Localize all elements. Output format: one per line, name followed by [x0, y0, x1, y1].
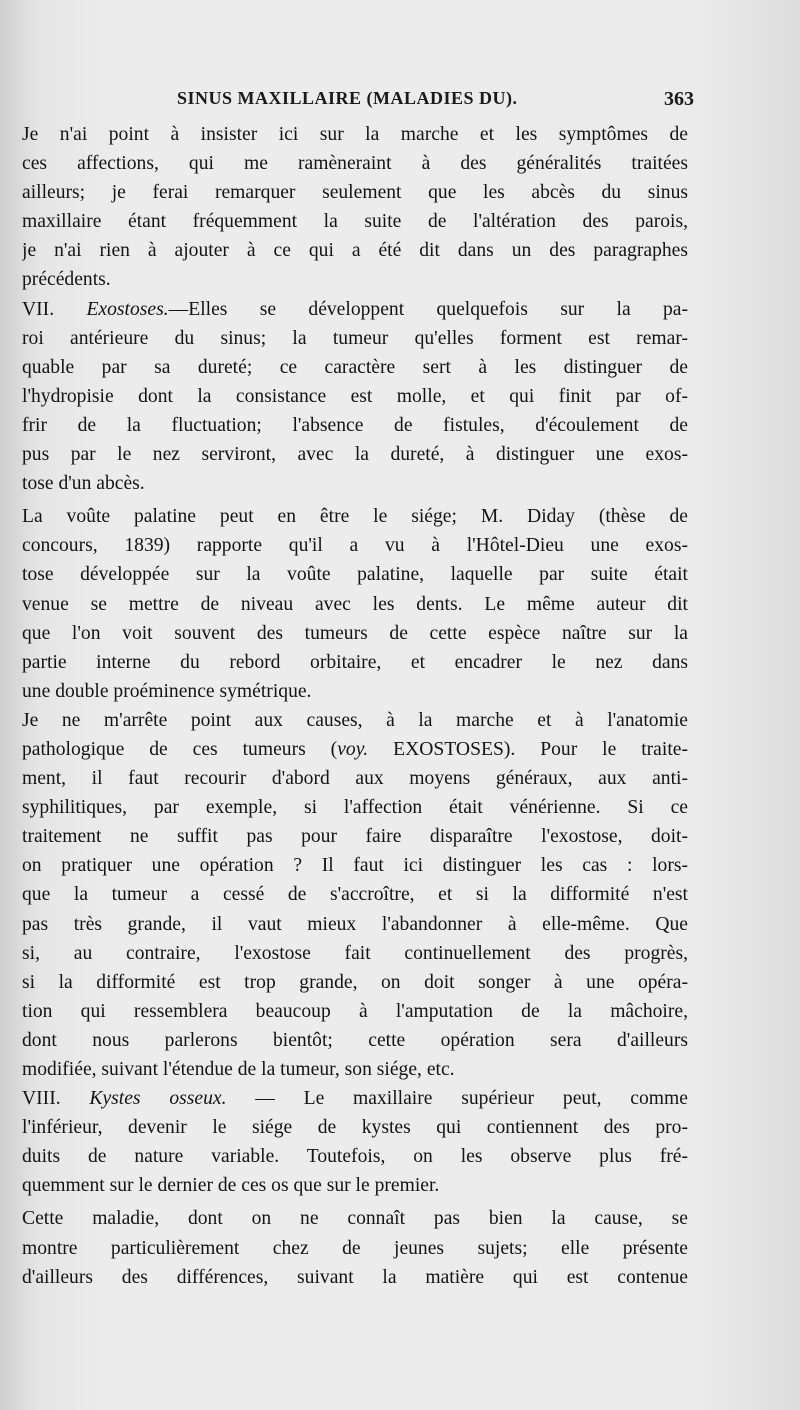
- text-line: traitement ne suffit pas pour faire disparaître l'exostose, doit-: [22, 826, 688, 848]
- body-text: [22, 120, 688, 1292]
- text-line: précédents.: [22, 269, 111, 291]
- text-run: EXOSTOSES). Pour le traite-: [368, 738, 688, 760]
- text-line: pas très grande, il vaut mieux l'abandonner à elle-même. Que: [22, 913, 688, 935]
- text-line: que la tumeur a cessé de s'accroître, et si la difformité n'est: [22, 884, 688, 906]
- text-line: venue se mettre de niveau avec les dents. Le même auteur dit: [22, 593, 688, 615]
- text-line: syphilitiques, par exemple, si l'affection était vénérienne. Si ce: [22, 797, 688, 819]
- text-line: si la difformité est trop grande, on doit songer à une opéra-: [22, 971, 688, 993]
- section-title: Kystes osseux.: [89, 1088, 227, 1110]
- text-run: pathologique de ces tumeurs (: [22, 738, 338, 760]
- paragraph: [22, 706, 688, 1084]
- text-line: quemment sur le dernier de ces os que sur le premier.: [22, 1175, 440, 1197]
- text-line: je n'ai rien à ajouter à ce qui a été dit dans un des paragraphes: [22, 240, 688, 262]
- text-line: Cette maladie, dont on ne connaît pas bien la cause, se: [22, 1208, 688, 1230]
- text-run: —Elles se développent quelquefois sur la pa-: [168, 298, 688, 320]
- section-title: Exostoses.: [86, 298, 169, 320]
- text-line: Je ne m'arrête point aux causes, à la marche et à l'anatomie: [22, 709, 688, 731]
- section-number: VIII.: [22, 1088, 61, 1110]
- text-line: La voûte palatine peut en être le siége; M. Diday (thèse de: [22, 506, 688, 528]
- paragraph: [22, 120, 688, 295]
- text-line: tion qui ressemblera beaucoup à l'amputation de la mâchoire,: [22, 1000, 688, 1022]
- text-line: [22, 295, 688, 324]
- paragraph-exostoses: [22, 295, 688, 499]
- text-line: que l'on voit souvent des tumeurs de cette espèce naître sur la: [22, 622, 688, 644]
- text-line: dont nous parlerons bientôt; cette opération sera d'ailleurs: [22, 1029, 688, 1051]
- text-line: roi antérieure du sinus; la tumeur qu'elles forment est remar-: [22, 327, 688, 349]
- text-line: Je n'ai point à insister ici sur la marche et les symptômes de: [22, 124, 688, 145]
- text-line: frir de la fluctuation; l'absence de fistules, d'écoulement de: [22, 414, 688, 436]
- text-line: tose d'un abcès.: [22, 473, 145, 495]
- text-line: on pratiquer une opération ? Il faut ici distinguer les cas : lors-: [22, 855, 688, 877]
- text-line: [22, 735, 688, 764]
- text-line: maxillaire étant fréquemment la suite de l'altération des parois,: [22, 211, 688, 233]
- text-line: quable par sa dureté; ce caractère sert à les distinguer de: [22, 356, 688, 378]
- text-line: l'inférieur, devenir le siége de kystes qui contiennent des pro-: [22, 1117, 688, 1139]
- text-run: — Le maxillaire supérieur peut, comme: [226, 1088, 688, 1110]
- paragraph-kystes-osseux: [22, 1084, 688, 1200]
- text-line: ailleurs; je ferai remarquer seulement que les abcès du sinus: [22, 182, 688, 204]
- text-line: l'hydropisie dont la consistance est molle, et qui finit par of-: [22, 385, 688, 407]
- section-number: VII.: [22, 298, 55, 320]
- text-line: pus par le nez serviront, avec la dureté, à distinguer une exos-: [22, 444, 688, 466]
- text-line: partie interne du rebord orbitaire, et encadrer le nez dans: [22, 651, 688, 673]
- text-line: si, au contraire, l'exostose fait continuellement des progrès,: [22, 942, 688, 964]
- text-line: montre particulièrement chez de jeunes sujets; elle présente: [22, 1237, 688, 1259]
- text-line: duits de nature variable. Toutefois, on les observe plus fré-: [22, 1146, 688, 1168]
- text-line: modifiée, suivant l'étendue de la tumeur, son siége, etc.: [22, 1059, 455, 1080]
- page-number: 363: [664, 88, 694, 110]
- text-line: ment, il faut recourir d'abord aux moyens généraux, aux anti-: [22, 768, 688, 790]
- text-line: concours, 1839) rapporte qu'il a vu à l'Hôtel-Dieu une exos-: [22, 535, 688, 557]
- text-line: d'ailleurs des différences, suivant la matière qui est contenue: [22, 1266, 688, 1288]
- running-head: SINUS MAXILLAIRE (MALADIES DU).: [177, 88, 518, 108]
- text-line: tose développée sur la voûte palatine, laquelle par suite était: [22, 564, 688, 586]
- voy-reference: voy.: [337, 738, 369, 760]
- paragraph: [22, 502, 688, 706]
- text-line: une double proéminence symétrique.: [22, 680, 312, 702]
- paragraph: [22, 1204, 688, 1291]
- page-header: [22, 88, 694, 114]
- text-line: ces affections, qui me ramèneraint à des généralités traitées: [22, 153, 688, 175]
- text-line: [22, 1084, 688, 1113]
